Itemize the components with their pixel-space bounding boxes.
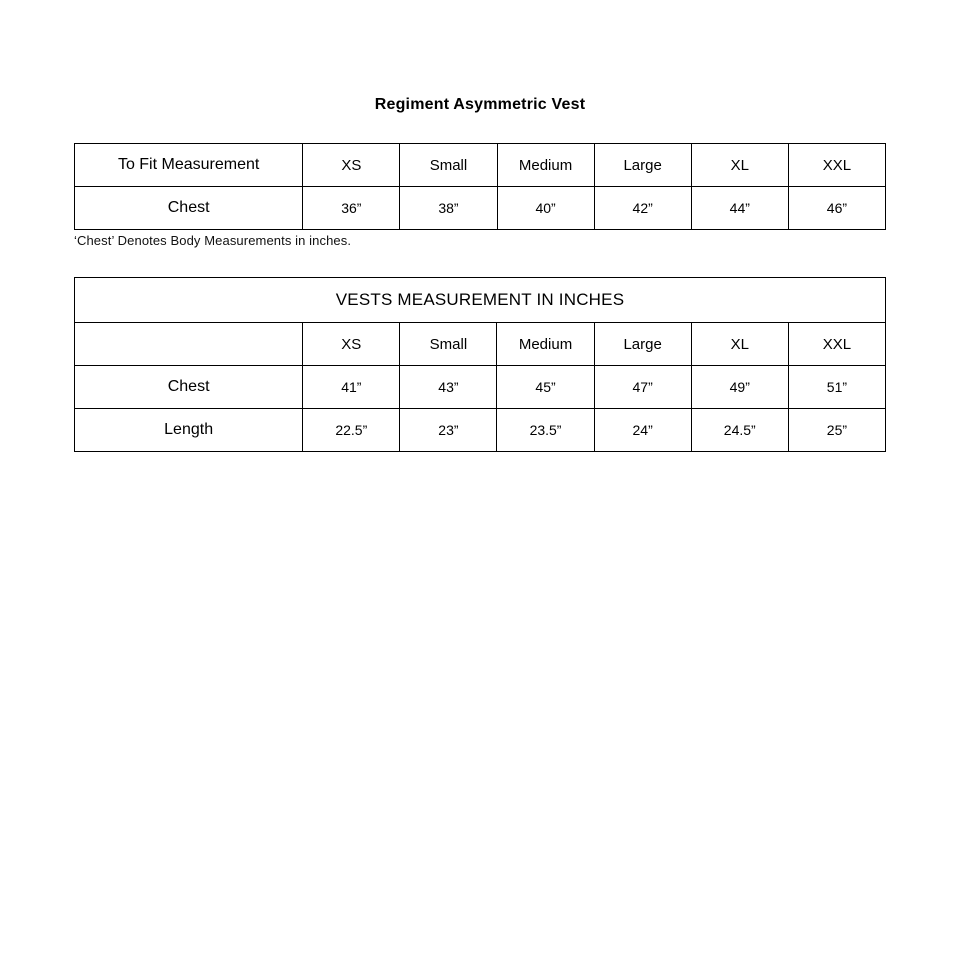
column-header-small: Small bbox=[400, 323, 497, 366]
page-title: Regiment Asymmetric Vest bbox=[374, 96, 586, 113]
table-row bbox=[75, 409, 886, 452]
table-row bbox=[75, 323, 886, 366]
column-header-small: Small bbox=[400, 144, 497, 187]
cell-chest-xl: 44” bbox=[691, 187, 788, 230]
cell-chest-xl: 49” bbox=[691, 366, 788, 409]
column-header-large: Large bbox=[594, 323, 691, 366]
table-row bbox=[75, 144, 886, 187]
column-header-blank bbox=[75, 323, 303, 366]
row-label-chest: Chest bbox=[75, 366, 303, 409]
table-banner-title: VESTS MEASUREMENT IN INCHES bbox=[75, 278, 886, 323]
cell-length-small: 23” bbox=[400, 409, 497, 452]
cell-length-xs: 22.5” bbox=[303, 409, 400, 452]
column-header-medium: Medium bbox=[497, 144, 594, 187]
column-header-xxl: XXL bbox=[788, 144, 885, 187]
cell-chest-xs: 41” bbox=[303, 366, 400, 409]
cell-chest-medium: 45” bbox=[497, 366, 594, 409]
table-row bbox=[75, 366, 886, 409]
to-fit-measurement-table bbox=[74, 143, 886, 230]
column-header-xs: XS bbox=[303, 323, 400, 366]
cell-chest-xxl: 46” bbox=[788, 187, 885, 230]
column-header-xxl: XXL bbox=[788, 323, 885, 366]
cell-chest-small: 38” bbox=[400, 187, 497, 230]
to-fit-measurement-table-wrapper bbox=[74, 143, 886, 230]
column-header-xs: XS bbox=[303, 144, 400, 187]
cell-length-medium: 23.5” bbox=[497, 409, 594, 452]
column-header-large: Large bbox=[594, 144, 691, 187]
cell-chest-medium: 40” bbox=[497, 187, 594, 230]
cell-length-xl: 24.5” bbox=[691, 409, 788, 452]
table-row bbox=[75, 278, 886, 323]
cell-chest-small: 43” bbox=[400, 366, 497, 409]
column-header-medium: Medium bbox=[497, 323, 594, 366]
row-label-chest: Chest bbox=[75, 187, 303, 230]
cell-chest-large: 42” bbox=[594, 187, 691, 230]
vests-measurement-table-wrapper bbox=[74, 277, 886, 452]
cell-chest-xxl: 51” bbox=[788, 366, 885, 409]
cell-length-xxl: 25” bbox=[788, 409, 885, 452]
cell-length-large: 24” bbox=[594, 409, 691, 452]
chest-note: ‘Chest’ Denotes Body Measurements in inches. bbox=[74, 233, 352, 248]
table-row bbox=[75, 187, 886, 230]
column-header-xl: XL bbox=[691, 323, 788, 366]
column-header-to-fit-measurement: To Fit Measurement bbox=[75, 144, 303, 187]
column-header-xl: XL bbox=[691, 144, 788, 187]
cell-chest-xs: 36” bbox=[303, 187, 400, 230]
vests-measurement-table bbox=[74, 277, 886, 452]
cell-chest-large: 47” bbox=[594, 366, 691, 409]
row-label-length: Length bbox=[75, 409, 303, 452]
